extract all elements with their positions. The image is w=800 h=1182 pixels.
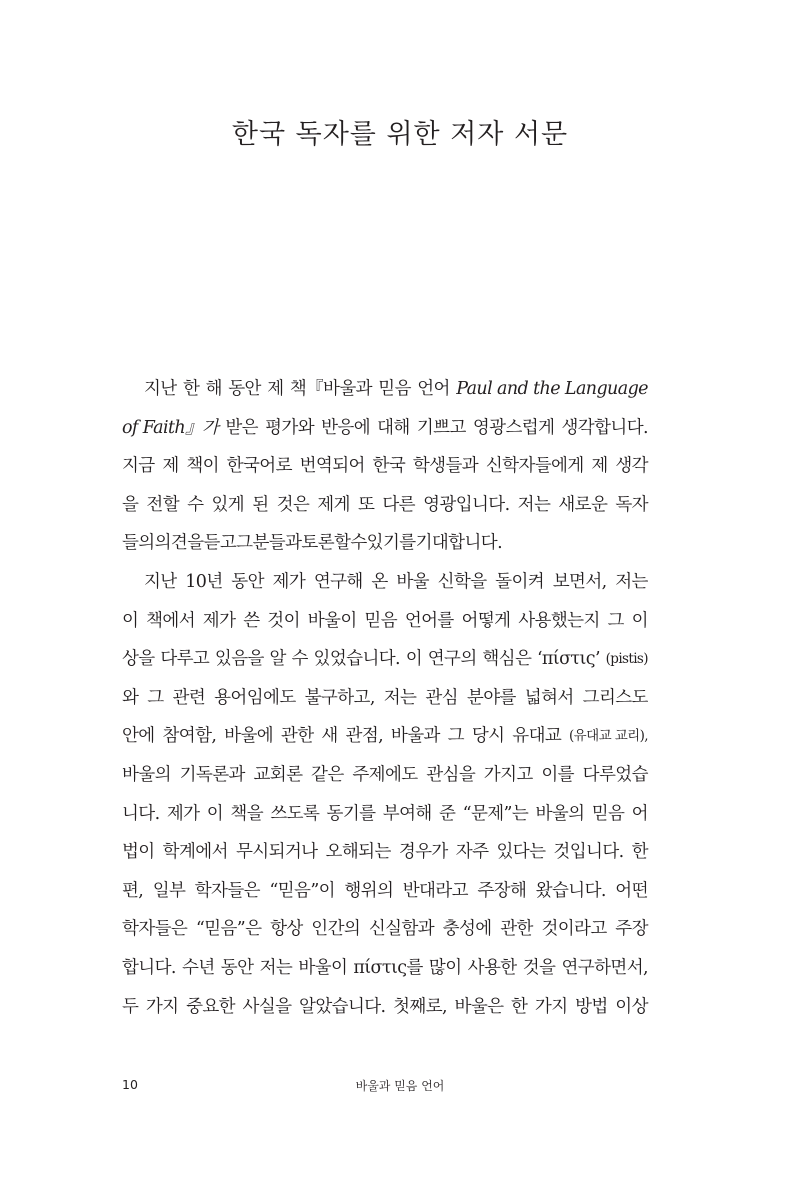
- word: 있었습니다.: [313, 649, 401, 670]
- word: 제가: [272, 571, 306, 592]
- word: 분야를: [466, 687, 516, 708]
- word: 제: [162, 456, 179, 477]
- word: 신학을: [437, 571, 487, 592]
- word: 준: [438, 803, 456, 824]
- word: 새로운: [558, 494, 608, 515]
- word: 의견을: [154, 533, 204, 554]
- text-line: [122, 949, 648, 988]
- word: 당시: [471, 726, 505, 747]
- word: 믿음: [364, 610, 398, 631]
- word: 바울의: [122, 764, 171, 785]
- word: 그: [607, 610, 624, 631]
- page-title: 한국 독자를 위한 저자 서문: [231, 119, 569, 150]
- word: 동안: [228, 379, 261, 399]
- word: 것을: [522, 957, 556, 978]
- greek-term: πίστις를: [353, 957, 423, 978]
- word: 합니다.: [122, 957, 176, 978]
- word: 일부: [152, 880, 186, 901]
- word: 토론할: [301, 533, 351, 554]
- word: 보면서,: [552, 571, 607, 592]
- word: “믿음”은: [195, 919, 262, 940]
- word: 교회론: [253, 764, 303, 785]
- word: 이상: [615, 996, 648, 1017]
- text-line: [122, 872, 648, 911]
- text-line: [122, 370, 648, 409]
- text-line: [122, 795, 648, 834]
- word: 핵심은: [482, 649, 532, 670]
- word: 관점,: [345, 726, 384, 747]
- word: 듣고: [203, 533, 237, 554]
- word: 반응에: [321, 417, 371, 438]
- word: 있기를: [366, 533, 416, 554]
- word: 저는: [517, 494, 551, 515]
- word: 대해: [377, 417, 410, 438]
- word: 같은: [311, 764, 344, 785]
- word: 오해되는: [325, 842, 391, 863]
- word: 첫째로,: [393, 996, 447, 1017]
- word: 주제에도: [352, 764, 418, 785]
- word: 을: [122, 494, 139, 515]
- word: 이: [122, 610, 139, 631]
- word: 지난: [144, 571, 177, 592]
- word: 한국: [372, 456, 406, 477]
- word: 동안: [220, 957, 254, 978]
- word: 어떻게: [461, 610, 511, 631]
- word: 돌이켜: [495, 571, 545, 592]
- word: 중요한: [186, 996, 235, 1017]
- word: 받은: [225, 417, 258, 438]
- word: 학자들은: [122, 919, 188, 940]
- word: 믿음: [378, 379, 411, 399]
- parenthetical-note: (유대교 교리),: [569, 728, 648, 745]
- word: 바울에: [224, 726, 274, 747]
- word: 들의: [122, 533, 155, 554]
- word: 신실함과: [368, 919, 435, 940]
- word: 연구의: [427, 649, 477, 670]
- word: 가지고: [483, 764, 533, 785]
- word: 생각합니다.: [561, 417, 648, 438]
- greek-term: ‘πίστις’: [536, 649, 600, 670]
- word: 편,: [122, 880, 144, 901]
- word: 쓴: [243, 610, 260, 631]
- text-line: [122, 988, 648, 1027]
- word: 저는: [259, 957, 293, 978]
- page-number: 10: [122, 1077, 138, 1092]
- word: 동기를: [326, 803, 376, 824]
- word: 언어를: [404, 610, 454, 631]
- word: 언어: [417, 379, 450, 399]
- word: 가지: [145, 996, 179, 1017]
- word: 학생들과: [412, 456, 479, 477]
- word: 바울의: [535, 803, 585, 824]
- word: 수: [187, 494, 204, 515]
- word: 수: [350, 533, 367, 554]
- word: 관한: [500, 919, 533, 940]
- word: 10년: [185, 571, 223, 592]
- text-line: [122, 756, 648, 795]
- word: 넓혀서: [524, 687, 574, 708]
- word: 부여해: [382, 803, 432, 824]
- word: 쓰도록: [270, 803, 320, 824]
- word: 바울과: [390, 726, 440, 747]
- word: 기쁘고: [416, 417, 466, 438]
- word: 어떤: [615, 880, 648, 901]
- word: 알: [269, 649, 286, 670]
- word: 생각: [615, 456, 648, 477]
- word: 제: [267, 379, 284, 399]
- word: 인간의: [311, 919, 361, 940]
- word: 연구해: [313, 571, 363, 592]
- word: 무시되거나: [235, 842, 318, 863]
- word: 제: [591, 456, 608, 477]
- word: 관련: [172, 687, 206, 708]
- word: 책이: [186, 456, 219, 477]
- word: 또: [357, 494, 375, 515]
- word: 전할: [146, 494, 180, 515]
- transliteration: (pistis): [605, 651, 648, 668]
- text-line: [122, 679, 648, 718]
- word: 안에: [122, 726, 155, 747]
- word: 저는: [383, 687, 417, 708]
- word: 어: [631, 803, 648, 824]
- word: 왔습니다.: [535, 880, 606, 901]
- word: 이: [631, 610, 648, 631]
- word: 된: [252, 494, 269, 515]
- word: 반대라고: [402, 880, 468, 901]
- word: 관한: [280, 726, 314, 747]
- word: 다루고: [160, 649, 210, 670]
- book-title-english: of Faith』가: [122, 417, 219, 438]
- word: 사용한: [467, 957, 517, 978]
- word: 번역되어: [299, 456, 365, 477]
- word: 그: [147, 687, 164, 708]
- word: 유대교: [512, 726, 562, 747]
- word: 와: [122, 687, 139, 708]
- word: 있다는: [496, 842, 546, 863]
- text-line: [122, 833, 648, 872]
- word: 새: [321, 726, 338, 747]
- word: 사실을: [242, 996, 292, 1017]
- word: 바울이: [298, 957, 348, 978]
- text-line: [122, 524, 648, 563]
- word: 제게: [317, 494, 350, 515]
- word: 학자들은: [194, 880, 260, 901]
- word: 참여함,: [162, 726, 217, 747]
- word: 이: [405, 649, 423, 670]
- word: 믿음: [591, 803, 625, 824]
- word: 온: [371, 571, 388, 592]
- word: 상을: [122, 649, 155, 670]
- word: 제가: [166, 803, 200, 824]
- word: 바울은: [454, 996, 504, 1017]
- word: 동안: [231, 571, 264, 592]
- word: 기대합니다.: [415, 533, 503, 554]
- word: 한: [511, 996, 528, 1017]
- word: 경우가: [398, 842, 448, 863]
- word: 관심을: [426, 764, 476, 785]
- word: 책을: [230, 803, 264, 824]
- word: 가지: [534, 996, 568, 1017]
- word: 행위의: [344, 880, 394, 901]
- word: 제가: [202, 610, 236, 631]
- word: 사용했는지: [518, 610, 600, 631]
- word: 학계에서: [162, 842, 228, 863]
- word: 니다.: [122, 803, 160, 824]
- word: 한: [182, 379, 200, 399]
- word: 지난: [144, 379, 177, 399]
- word: 것은: [276, 494, 310, 515]
- word: 기독론과: [179, 764, 245, 785]
- word: 두: [122, 996, 139, 1017]
- text-line: [122, 640, 648, 679]
- word: 다른: [382, 494, 415, 515]
- word: “문제”는: [462, 803, 529, 824]
- word: 있음을: [214, 649, 264, 670]
- book-title-english: Paul and the Language: [456, 379, 648, 399]
- text-line: [122, 486, 648, 525]
- word: 항상: [270, 919, 303, 940]
- word: 그리스도: [582, 687, 648, 708]
- word: 지금: [122, 456, 155, 477]
- word: 관심: [425, 687, 458, 708]
- word: “믿음”이: [269, 880, 335, 901]
- word: 용어임에도: [214, 687, 296, 708]
- word: 그: [447, 726, 464, 747]
- word: 이: [206, 803, 224, 824]
- text-line: [122, 910, 648, 949]
- text-line: [122, 602, 648, 641]
- word: 수년: [182, 957, 215, 978]
- word: 충성에: [442, 919, 492, 940]
- word: 그분들과: [236, 533, 302, 554]
- text-line: [122, 563, 648, 602]
- word: 영광입니다.: [423, 494, 510, 515]
- word: 법이: [122, 842, 155, 863]
- word: 것이라고: [541, 919, 607, 940]
- word: 이를: [541, 764, 574, 785]
- word: 수: [291, 649, 308, 670]
- word: 독자: [615, 494, 648, 515]
- word: 신학자들에게: [485, 456, 584, 477]
- word: 저는: [615, 571, 648, 592]
- word: 것입니다.: [553, 842, 624, 863]
- word: 것이: [267, 610, 300, 631]
- preface-body: [122, 370, 648, 1026]
- word: 바울이: [307, 610, 357, 631]
- word: 한국어로: [226, 456, 292, 477]
- word: 있게: [211, 494, 245, 515]
- word: 자주: [455, 842, 489, 863]
- text-line: [122, 447, 648, 486]
- word: 알았습니다.: [299, 996, 386, 1017]
- word: 영광스럽게: [472, 417, 555, 438]
- word: 해: [205, 379, 222, 399]
- running-title: 바울과 믿음 언어: [355, 1079, 445, 1093]
- word: 주장해: [477, 880, 527, 901]
- word: 책에서: [146, 610, 196, 631]
- word: 평가와: [265, 417, 315, 438]
- word: 다루었습: [582, 764, 648, 785]
- word: 연구하면서,: [561, 957, 648, 978]
- word: 불구하고,: [304, 687, 375, 708]
- word: 주장: [615, 919, 648, 940]
- word: 방법: [575, 996, 608, 1017]
- text-line: [122, 409, 648, 448]
- word: 책『바울과: [289, 379, 372, 399]
- word: 많이: [428, 957, 462, 978]
- word: 한: [631, 842, 648, 863]
- word: 바울: [396, 571, 429, 592]
- text-line: [122, 717, 648, 756]
